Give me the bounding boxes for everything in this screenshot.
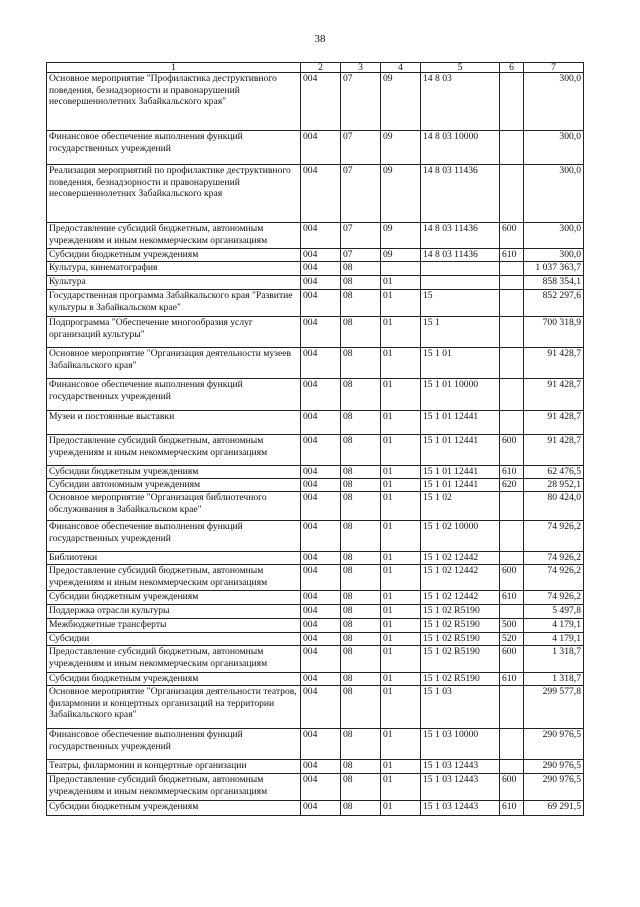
row-name-cell: Субсидии бюджетным учреждениям (47, 466, 301, 479)
target-article-cell: 15 1 02 12442 (421, 565, 500, 591)
row-name-cell: Основное мероприятие "Организация деятельности музеев Забайкальского края" (47, 348, 301, 379)
column-header: 3 (341, 63, 381, 73)
column-header: 4 (381, 63, 421, 73)
row-name-cell: Финансовое обеспечение выполнения функций государственных учреждений (47, 379, 301, 411)
target-article-cell (421, 276, 500, 290)
row-name-cell: Музеи и постоянные выставки (47, 411, 301, 435)
subsection-cell: 09 (381, 249, 421, 262)
section-cell: 07 (341, 131, 381, 165)
admin-code-cell: 004 (301, 379, 341, 411)
expense-type-cell (500, 276, 524, 290)
row-name-cell: Реализация мероприятий по профилактике деструктивного поведения, безнадзорности и правонарушений несовершеннолетних Забайкальского края (47, 165, 301, 223)
header-row (47, 63, 584, 73)
row-name-cell: Субсидии бюджетным учреждениям (47, 591, 301, 605)
subsection-cell: 01 (381, 317, 421, 348)
subsection-cell: 01 (381, 619, 421, 633)
amount-cell: 1 037 363,7 (524, 262, 584, 276)
target-article-cell (421, 262, 500, 276)
expense-type-cell (500, 492, 524, 521)
admin-code-cell: 004 (301, 249, 341, 262)
expense-type-cell (500, 760, 524, 774)
row-name-cell: Финансовое обеспечение выполнения функций государственных учреждений (47, 521, 301, 552)
budget-table (46, 62, 584, 816)
row-name-cell: Основное мероприятие "Профилактика деструктивного поведения, безнадзорности и правонарушений несовершеннолетних Забайкальского края" (47, 73, 301, 131)
row-name-cell: Предоставление субсидий бюджетным, автономным учреждениям и иным некоммерческим организациям (47, 774, 301, 801)
admin-code-cell: 004 (301, 165, 341, 223)
subsection-cell: 09 (381, 131, 421, 165)
section-cell: 08 (341, 686, 381, 729)
amount-cell: 1 318,7 (524, 673, 584, 686)
table-row (47, 686, 584, 729)
admin-code-cell: 004 (301, 479, 341, 492)
admin-code-cell: 004 (301, 673, 341, 686)
amount-cell: 74 926,2 (524, 521, 584, 552)
target-article-cell: 15 1 01 (421, 348, 500, 379)
target-article-cell: 14 8 03 10000 (421, 131, 500, 165)
target-article-cell: 14 8 03 11436 (421, 223, 500, 249)
expense-type-cell (500, 686, 524, 729)
column-header: 2 (301, 63, 341, 73)
table-row (47, 411, 584, 435)
amount-cell: 4 179,1 (524, 619, 584, 633)
subsection-cell: 01 (381, 686, 421, 729)
target-article-cell: 14 8 03 (421, 73, 500, 131)
row-name-cell: Субсидии бюджетным учреждениям (47, 801, 301, 816)
admin-code-cell: 004 (301, 492, 341, 521)
admin-code-cell: 004 (301, 435, 341, 466)
table-row (47, 348, 584, 379)
row-name-cell: Предоставление субсидий бюджетным, автономным учреждениям и иным некоммерческим организациям (47, 646, 301, 673)
section-cell: 08 (341, 605, 381, 619)
subsection-cell: 01 (381, 521, 421, 552)
section-cell: 08 (341, 262, 381, 276)
table-row (47, 565, 584, 591)
target-article-cell: 15 1 01 12441 (421, 479, 500, 492)
subsection-cell: 09 (381, 223, 421, 249)
amount-cell: 28 952,1 (524, 479, 584, 492)
target-article-cell: 15 1 03 12443 (421, 801, 500, 816)
expense-type-cell (500, 729, 524, 760)
row-name-cell: Библиотеки (47, 552, 301, 565)
row-name-cell: Поддержка отрасли культуры (47, 605, 301, 619)
subsection-cell: 01 (381, 633, 421, 646)
admin-code-cell: 004 (301, 801, 341, 816)
row-name-cell: Основное мероприятие "Организация деятельности театров, филармонии и концертных организаций на территории Забайкальского края" (47, 686, 301, 729)
target-article-cell: 15 1 02 R5190 (421, 673, 500, 686)
expense-type-cell: 620 (500, 479, 524, 492)
admin-code-cell: 004 (301, 223, 341, 249)
subsection-cell: 01 (381, 466, 421, 479)
row-name-cell: Субсидии бюджетным учреждениям (47, 249, 301, 262)
row-name-cell: Субсидии бюджетным учреждениям (47, 673, 301, 686)
expense-type-cell: 500 (500, 619, 524, 633)
amount-cell: 69 291,5 (524, 801, 584, 816)
section-cell: 07 (341, 223, 381, 249)
section-cell: 08 (341, 591, 381, 605)
target-article-cell: 14 8 03 11436 (421, 165, 500, 223)
admin-code-cell: 004 (301, 774, 341, 801)
section-cell: 08 (341, 619, 381, 633)
target-article-cell: 15 1 03 (421, 686, 500, 729)
expense-type-cell (500, 605, 524, 619)
expense-type-cell (500, 521, 524, 552)
subsection-cell: 01 (381, 646, 421, 673)
section-cell: 08 (341, 633, 381, 646)
column-header: 5 (421, 63, 500, 73)
admin-code-cell: 004 (301, 591, 341, 605)
admin-code-cell: 004 (301, 290, 341, 317)
table-row (47, 760, 584, 774)
amount-cell: 74 926,2 (524, 565, 584, 591)
amount-cell: 91 428,7 (524, 348, 584, 379)
target-article-cell: 15 1 (421, 317, 500, 348)
subsection-cell: 09 (381, 165, 421, 223)
expense-type-cell: 610 (500, 673, 524, 686)
admin-code-cell: 004 (301, 619, 341, 633)
expense-type-cell: 610 (500, 249, 524, 262)
expense-type-cell (500, 379, 524, 411)
amount-cell: 300,0 (524, 131, 584, 165)
table-row (47, 646, 584, 673)
table-row (47, 131, 584, 165)
target-article-cell: 15 1 02 R5190 (421, 646, 500, 673)
row-name-cell: Субсидии автономным учреждениям (47, 479, 301, 492)
table-row (47, 379, 584, 411)
expense-type-cell: 600 (500, 646, 524, 673)
amount-cell: 5 497,8 (524, 605, 584, 619)
row-name-cell: Культура (47, 276, 301, 290)
expense-type-cell (500, 165, 524, 223)
column-header: 6 (500, 63, 524, 73)
subsection-cell: 01 (381, 774, 421, 801)
section-cell: 07 (341, 165, 381, 223)
expense-type-cell: 600 (500, 223, 524, 249)
table-row (47, 165, 584, 223)
expense-type-cell: 600 (500, 435, 524, 466)
column-header: 1 (47, 63, 301, 73)
admin-code-cell: 004 (301, 729, 341, 760)
table-row (47, 605, 584, 619)
section-cell: 08 (341, 646, 381, 673)
target-article-cell: 15 1 02 R5190 (421, 633, 500, 646)
row-name-cell: Межбюджетные трансферты (47, 619, 301, 633)
table-row (47, 591, 584, 605)
admin-code-cell: 004 (301, 760, 341, 774)
subsection-cell: 01 (381, 729, 421, 760)
section-cell: 08 (341, 379, 381, 411)
row-name-cell: Основное мероприятие "Организация библиотечного обслуживания в Забайкальском крае" (47, 492, 301, 521)
expense-type-cell (500, 552, 524, 565)
admin-code-cell: 004 (301, 686, 341, 729)
row-name-cell: Государственная программа Забайкальского края "Развитие культуры в Забайкальском крае" (47, 290, 301, 317)
subsection-cell: 01 (381, 492, 421, 521)
target-article-cell: 15 (421, 290, 500, 317)
table-row (47, 492, 584, 521)
amount-cell: 300,0 (524, 223, 584, 249)
section-cell: 08 (341, 290, 381, 317)
amount-cell: 290 976,5 (524, 774, 584, 801)
target-article-cell: 15 1 02 12442 (421, 552, 500, 565)
target-article-cell: 15 1 01 12441 (421, 435, 500, 466)
admin-code-cell: 004 (301, 521, 341, 552)
admin-code-cell: 004 (301, 276, 341, 290)
expense-type-cell (500, 411, 524, 435)
subsection-cell: 01 (381, 565, 421, 591)
table-row (47, 801, 584, 816)
table-row (47, 479, 584, 492)
subsection-cell: 01 (381, 379, 421, 411)
expense-type-cell (500, 262, 524, 276)
section-cell: 08 (341, 774, 381, 801)
amount-cell: 300,0 (524, 73, 584, 131)
admin-code-cell: 004 (301, 633, 341, 646)
amount-cell: 91 428,7 (524, 435, 584, 466)
expense-type-cell (500, 317, 524, 348)
row-name-cell: Подпрограмма "Обеспечение многообразия услуг организаций культуры" (47, 317, 301, 348)
table-row (47, 619, 584, 633)
admin-code-cell: 004 (301, 605, 341, 619)
subsection-cell: 01 (381, 673, 421, 686)
amount-cell: 74 926,2 (524, 552, 584, 565)
section-cell: 08 (341, 801, 381, 816)
row-name-cell: Предоставление субсидий бюджетным, автономным учреждениям и иным некоммерческим организациям (47, 435, 301, 466)
section-cell: 08 (341, 565, 381, 591)
row-name-cell: Культура, кинематография (47, 262, 301, 276)
table-row (47, 262, 584, 276)
expense-type-cell (500, 131, 524, 165)
table-row (47, 73, 584, 131)
table-row (47, 249, 584, 262)
subsection-cell: 01 (381, 276, 421, 290)
target-article-cell: 15 1 02 (421, 492, 500, 521)
amount-cell: 290 976,5 (524, 729, 584, 760)
section-cell: 08 (341, 492, 381, 521)
table-row (47, 774, 584, 801)
subsection-cell: 01 (381, 801, 421, 816)
subsection-cell: 01 (381, 591, 421, 605)
table-row (47, 633, 584, 646)
row-name-cell: Финансовое обеспечение выполнения функций государственных учреждений (47, 729, 301, 760)
subsection-cell: 01 (381, 348, 421, 379)
amount-cell: 74 926,2 (524, 591, 584, 605)
amount-cell: 91 428,7 (524, 411, 584, 435)
subsection-cell: 01 (381, 760, 421, 774)
expense-type-cell (500, 73, 524, 131)
admin-code-cell: 004 (301, 262, 341, 276)
amount-cell: 290 976,5 (524, 760, 584, 774)
amount-cell: 852 297,6 (524, 290, 584, 317)
section-cell: 08 (341, 521, 381, 552)
section-cell: 08 (341, 411, 381, 435)
amount-cell: 300,0 (524, 165, 584, 223)
amount-cell: 299 577,8 (524, 686, 584, 729)
amount-cell: 4 179,1 (524, 633, 584, 646)
table-row (47, 223, 584, 249)
admin-code-cell: 004 (301, 317, 341, 348)
table-row (47, 290, 584, 317)
admin-code-cell: 004 (301, 646, 341, 673)
target-article-cell: 15 1 02 12442 (421, 591, 500, 605)
section-cell: 08 (341, 760, 381, 774)
expense-type-cell: 520 (500, 633, 524, 646)
section-cell: 07 (341, 249, 381, 262)
table-row (47, 276, 584, 290)
table-row (47, 435, 584, 466)
expense-type-cell: 610 (500, 801, 524, 816)
section-cell: 08 (341, 552, 381, 565)
amount-cell: 80 424,0 (524, 492, 584, 521)
expense-type-cell: 600 (500, 565, 524, 591)
expense-type-cell: 610 (500, 591, 524, 605)
subsection-cell: 01 (381, 605, 421, 619)
section-cell: 08 (341, 276, 381, 290)
table-row (47, 466, 584, 479)
target-article-cell: 15 1 01 10000 (421, 379, 500, 411)
subsection-cell: 01 (381, 411, 421, 435)
row-name-cell: Театры, филармонии и концертные организации (47, 760, 301, 774)
target-article-cell: 15 1 02 R5190 (421, 605, 500, 619)
table-row (47, 673, 584, 686)
section-cell: 08 (341, 466, 381, 479)
target-article-cell: 15 1 03 12443 (421, 774, 500, 801)
table-row (47, 552, 584, 565)
subsection-cell (381, 262, 421, 276)
subsection-cell: 01 (381, 552, 421, 565)
amount-cell: 700 318,9 (524, 317, 584, 348)
row-name-cell: Субсидии (47, 633, 301, 646)
row-name-cell: Финансовое обеспечение выполнения функций государственных учреждений (47, 131, 301, 165)
section-cell: 08 (341, 673, 381, 686)
target-article-cell: 15 1 03 12443 (421, 760, 500, 774)
amount-cell: 62 476,5 (524, 466, 584, 479)
admin-code-cell: 004 (301, 131, 341, 165)
admin-code-cell: 004 (301, 348, 341, 379)
section-cell: 08 (341, 317, 381, 348)
expense-type-cell: 600 (500, 774, 524, 801)
row-name-cell: Предоставление субсидий бюджетным, автономным учреждениям и иным некоммерческим организациям (47, 223, 301, 249)
admin-code-cell: 004 (301, 411, 341, 435)
subsection-cell: 01 (381, 290, 421, 317)
table-row (47, 729, 584, 760)
table-row (47, 317, 584, 348)
row-name-cell: Предоставление субсидий бюджетным, автономным учреждениям и иным некоммерческим организациям (47, 565, 301, 591)
expense-type-cell (500, 348, 524, 379)
target-article-cell: 14 8 03 11436 (421, 249, 500, 262)
column-header: 7 (524, 63, 584, 73)
admin-code-cell: 004 (301, 73, 341, 131)
section-cell: 08 (341, 479, 381, 492)
expense-type-cell (500, 290, 524, 317)
target-article-cell: 15 1 02 R5190 (421, 619, 500, 633)
amount-cell: 300,0 (524, 249, 584, 262)
amount-cell: 858 354,1 (524, 276, 584, 290)
amount-cell: 91 428,7 (524, 379, 584, 411)
section-cell: 08 (341, 435, 381, 466)
subsection-cell: 09 (381, 73, 421, 131)
admin-code-cell: 004 (301, 466, 341, 479)
target-article-cell: 15 1 01 12441 (421, 466, 500, 479)
section-cell: 07 (341, 73, 381, 131)
table-row (47, 521, 584, 552)
admin-code-cell: 004 (301, 565, 341, 591)
target-article-cell: 15 1 03 10000 (421, 729, 500, 760)
subsection-cell: 01 (381, 435, 421, 466)
target-article-cell: 15 1 01 12441 (421, 411, 500, 435)
admin-code-cell: 004 (301, 552, 341, 565)
section-cell: 08 (341, 729, 381, 760)
page-number: 38 (314, 33, 326, 45)
subsection-cell: 01 (381, 479, 421, 492)
section-cell: 08 (341, 348, 381, 379)
target-article-cell: 15 1 02 10000 (421, 521, 500, 552)
amount-cell: 1 318,7 (524, 646, 584, 673)
expense-type-cell: 610 (500, 466, 524, 479)
